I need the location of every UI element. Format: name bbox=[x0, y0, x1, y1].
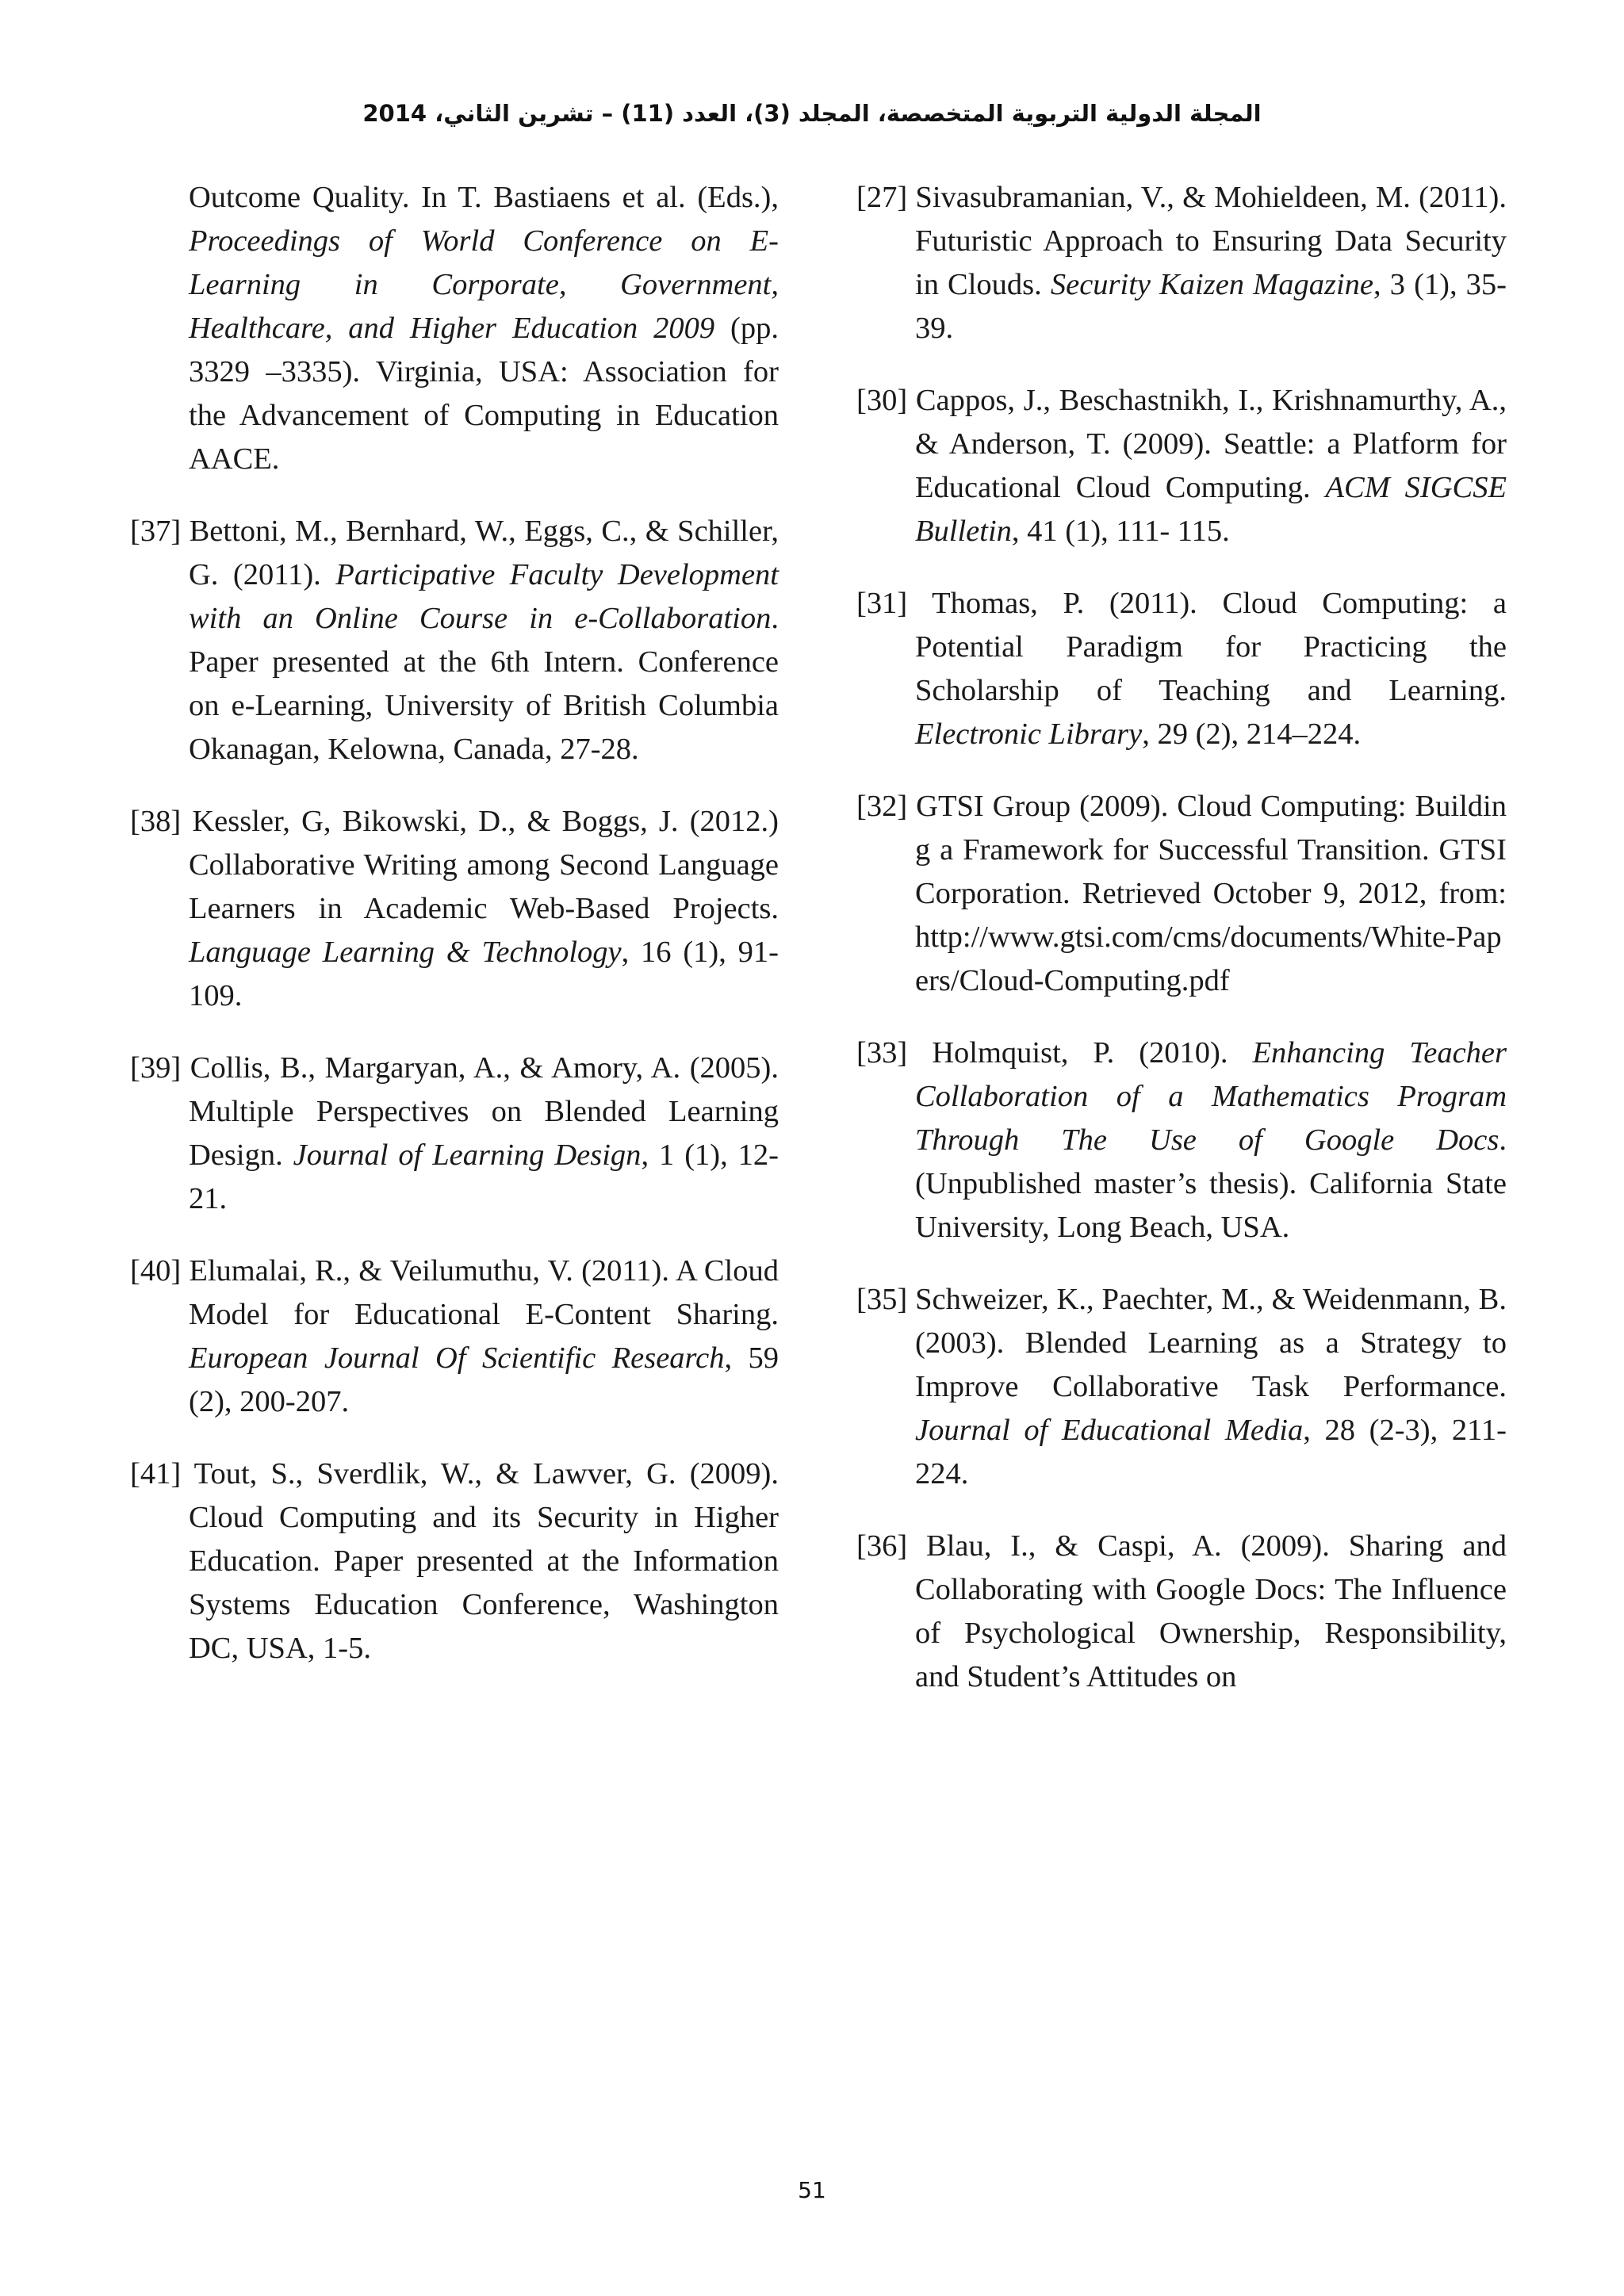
reference-text: GTSI Group (2009). Cloud Computing: Building a Framework for Successful Transition. GTSI Corporation. Retrieved October 9, 2012, from: http://www.gtsi.com/cms/documents/White-Papers/Cloud-Computing.pdf bbox=[907, 790, 1507, 997]
reference-entry bbox=[856, 1525, 1507, 1699]
reference-label: [31] bbox=[856, 587, 908, 620]
reference-text: , 29 (2), 214–224. bbox=[1142, 718, 1362, 751]
reference-entry bbox=[130, 1452, 779, 1670]
reference-text: Outcome Quality. In T. Bastiaens et al. (Eds.), bbox=[189, 181, 779, 214]
reference-text: , 41 (1), 111- 115. bbox=[1011, 515, 1230, 548]
reference-label: [40] bbox=[130, 1254, 182, 1288]
reference-text: Collis, B., Margaryan, A., & Amory, A. (2005). Multiple Perspectives on Blended Learning Design. bbox=[181, 1051, 779, 1172]
reference-text: , 3 (1), 35- 39. bbox=[915, 268, 1507, 345]
reference-entry bbox=[130, 1249, 779, 1424]
reference-text: , 28 (2-3), 211- 224. bbox=[915, 1414, 1507, 1490]
reference-text: Kessler, G, Bikowski, D., & Boggs, J. (2012.) Collaborative Writing among Second Language Learners in Academic Web-Based Projects. bbox=[181, 805, 779, 925]
journal-header: المجلة الدولية التربوية المتخصصة، المجلد (3)، العدد (11) – تشرين الثاني، 2014 bbox=[362, 100, 1262, 127]
reference-entry bbox=[856, 1031, 1507, 1249]
reference-text: Blau, I., & Caspi, A. (2009). Sharing and Collaborating with Google Docs: The Influence of Psychological Ownership, Responsibility, and Student’s Attitudes on bbox=[907, 1529, 1507, 1693]
reference-label: [35] bbox=[856, 1283, 908, 1316]
references-right-column bbox=[856, 176, 1507, 1728]
reference-title: Enhancing Teacher Collaboration of a Mathematics Program Through The Use of Google Docs bbox=[915, 1036, 1507, 1157]
reference-entry bbox=[130, 1047, 779, 1221]
reference-entry bbox=[856, 785, 1507, 1003]
reference-text: , 59 (2), 200-207. bbox=[189, 1341, 779, 1418]
reference-title: European Journal Of Scientific Research bbox=[189, 1341, 725, 1375]
reference-title: Security Kaizen Magazine bbox=[1050, 268, 1373, 301]
reference-entry bbox=[856, 176, 1507, 350]
reference-text: Elumalai, R., & Veilumuthu, V. (2011). A Cloud Model for Educational E-Content Sharing. bbox=[181, 1254, 779, 1331]
reference-text: Holmquist, P. (2010). bbox=[907, 1036, 1253, 1070]
reference-label: [39] bbox=[130, 1051, 182, 1085]
reference-text: Cappos, J., Beschastnikh, I., Krishnamurthy, A., & Anderson, T. (2009). Seattle: a Platform for Educational Cloud Computing. bbox=[907, 384, 1507, 504]
reference-text: Schweizer, K., Paechter, M., & Weidenmann, B. (2003). Blended Learning as a Strategy to Improve Collaborative Task Performance. bbox=[907, 1283, 1507, 1403]
reference-entry bbox=[130, 510, 779, 771]
reference-entry bbox=[856, 582, 1507, 756]
reference-label: [27] bbox=[856, 181, 908, 214]
reference-title: Journal of Learning Design bbox=[293, 1138, 642, 1172]
reference-title: Proceedings of World Conference on E-Learning in Corporate, Government, Healthcare, and Higher Education 2009 bbox=[189, 224, 779, 345]
reference-title: Journal of Educational Media bbox=[915, 1414, 1304, 1447]
reference-label: [38] bbox=[130, 805, 182, 838]
reference-entry bbox=[130, 800, 779, 1018]
reference-label: [41] bbox=[130, 1457, 182, 1490]
references-left-column bbox=[130, 176, 779, 1699]
reference-title: Language Learning & Technology bbox=[189, 936, 622, 969]
reference-text: , 1 (1), 12-21. bbox=[189, 1138, 779, 1215]
reference-entry bbox=[856, 1278, 1507, 1496]
reference-label: [33] bbox=[856, 1036, 908, 1070]
reference-text: , 16 (1), 91-109. bbox=[189, 936, 779, 1012]
reference-text: Thomas, P. (2011). Cloud Computing: a Potential Paradigm for Practicing the Scholarship of Teaching and Learning. bbox=[907, 587, 1507, 707]
reference-label: [36] bbox=[856, 1529, 908, 1563]
reference-text: . (Unpublished master’s thesis). California State University, Long Beach, USA. bbox=[915, 1123, 1507, 1244]
reference-text: Sivasubramanian, V., & Mohieldeen, M. (2011). Futuristic Approach to Ensuring Data Security in Clouds. bbox=[907, 181, 1507, 301]
reference-entry bbox=[856, 379, 1507, 553]
reference-title: Electronic Library bbox=[915, 718, 1143, 751]
reference-label: [37] bbox=[130, 515, 182, 548]
reference-text: (pp. 3329 –3335). Virginia, USA: Association for the Advancement of Computing in Education AACE. bbox=[189, 312, 779, 476]
reference-title: Participative Faculty Development with an Online Course in e-Collaboration bbox=[189, 558, 779, 635]
reference-title: ACM SIGCSE Bulletin bbox=[915, 471, 1507, 548]
reference-label: [30] bbox=[856, 384, 908, 417]
page-number: 51 bbox=[798, 2177, 826, 2203]
reference-entry bbox=[130, 176, 779, 481]
reference-text: Tout, S., Sverdlik, W., & Lawver, G. (2009). Cloud Computing and its Security in Higher Education. Paper presented at the Information Systems Education Conference, Washington DC, USA, 1-5. bbox=[181, 1457, 779, 1665]
reference-label: [32] bbox=[856, 790, 908, 823]
reference-text: Bettoni, M., Bernhard, W., Eggs, C., & Schiller, G. (2011). bbox=[181, 515, 779, 591]
reference-text: . Paper presented at the 6th Intern. Conference on e-Learning, University of British Columbia Okanagan, Kelowna, Canada, 27-28. bbox=[189, 602, 779, 766]
